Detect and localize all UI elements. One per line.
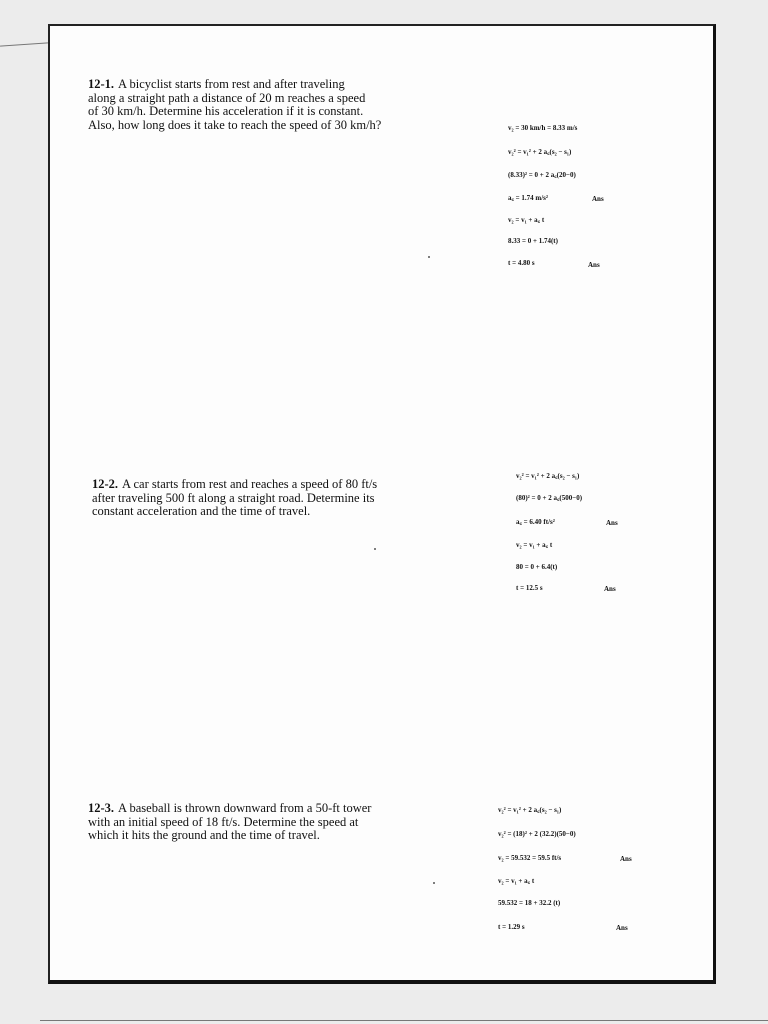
- problem-text-line: of 30 km/h. Determine his acceleration if it is constant.: [88, 104, 364, 118]
- scan-edge-top-left: [0, 42, 48, 46]
- problem-number: 12-3.: [88, 801, 115, 815]
- equation: v₂² = v₁² + 2 a꜀(s₂ − s₁): [508, 148, 572, 156]
- equation: (80)² = 0 + 2 a꜀(500−0): [516, 494, 583, 502]
- equation: v₂² = v₁² + 2 a꜀(s₂ − s₁): [498, 806, 562, 814]
- problem-text-line: after traveling 500 ft along a straight road. Determine its: [92, 490, 375, 505]
- equation: v₂ = 59.532 = 59.5 ft/s: [498, 854, 562, 862]
- equation: v₂ = v₁ + a꜀ t: [508, 216, 545, 224]
- equation: v₂ = v₁ + a꜀ t: [516, 541, 553, 549]
- scan-edge-bottom: [40, 1020, 768, 1021]
- problem-text-line: along a straight path a distance of 20 m reaches a speed: [88, 90, 366, 105]
- answer-label: Ans: [604, 585, 616, 593]
- answer-label: Ans: [616, 924, 628, 932]
- problem-text-line: A baseball is thrown downward from a 50-ft tower: [118, 801, 372, 815]
- equation: (8.33)² = 0 + 2 a꜀(20−0): [508, 171, 576, 179]
- document-page: [48, 24, 716, 984]
- problem-12-2: [92, 478, 392, 519]
- problem-text-line: Also, how long does it take to reach the speed of 30 km/h?: [88, 117, 382, 132]
- equation: a꜀ = 1.74 m/s²: [508, 194, 549, 202]
- problem-number: 12-2.: [92, 477, 119, 491]
- problem-text-line: with an initial speed of 18 ft/s. Determine the speed at: [88, 814, 359, 829]
- answer-label: Ans: [592, 195, 604, 203]
- equation: v₂² = v₁² + 2 a꜀(s₂ − s₁): [516, 472, 580, 480]
- problem-text-line: which it hits the ground and the time of travel.: [88, 828, 320, 842]
- equation: 8.33 = 0 + 1.74(t): [508, 237, 558, 245]
- answer-label: Ans: [606, 519, 618, 527]
- equation: t = 12.5 s: [516, 584, 543, 592]
- equation: v₂ = v₁ + a꜀ t: [498, 877, 535, 885]
- scan-speck: [374, 548, 376, 550]
- problem-text-line: constant acceleration and the time of travel.: [92, 504, 311, 518]
- equation: t = 1.29 s: [498, 923, 525, 931]
- equation: t = 4.80 s: [508, 259, 535, 267]
- problem-text-line: A bicyclist starts from rest and after traveling: [118, 77, 345, 91]
- equation: 59.532 = 18 + 32.2 (t): [498, 899, 561, 907]
- problem-12-1: [88, 78, 388, 132]
- answer-label: Ans: [620, 855, 632, 863]
- scan-speck: [433, 882, 435, 884]
- problem-text-line: A car starts from rest and reaches a speed of 80 ft/s: [122, 477, 378, 491]
- equation: a꜀ = 6.40 ft/s²: [516, 518, 555, 526]
- equation: 80 = 0 + 6.4(t): [516, 563, 558, 571]
- answer-label: Ans: [588, 261, 600, 269]
- problem-12-3: [88, 802, 388, 843]
- equation: v₂² = (18)² + 2 (32.2)(50−0): [498, 830, 576, 838]
- scan-speck: [428, 256, 430, 258]
- equation: v₂ = 30 km/h = 8.33 m/s: [508, 124, 578, 132]
- problem-number: 12-1.: [88, 77, 115, 91]
